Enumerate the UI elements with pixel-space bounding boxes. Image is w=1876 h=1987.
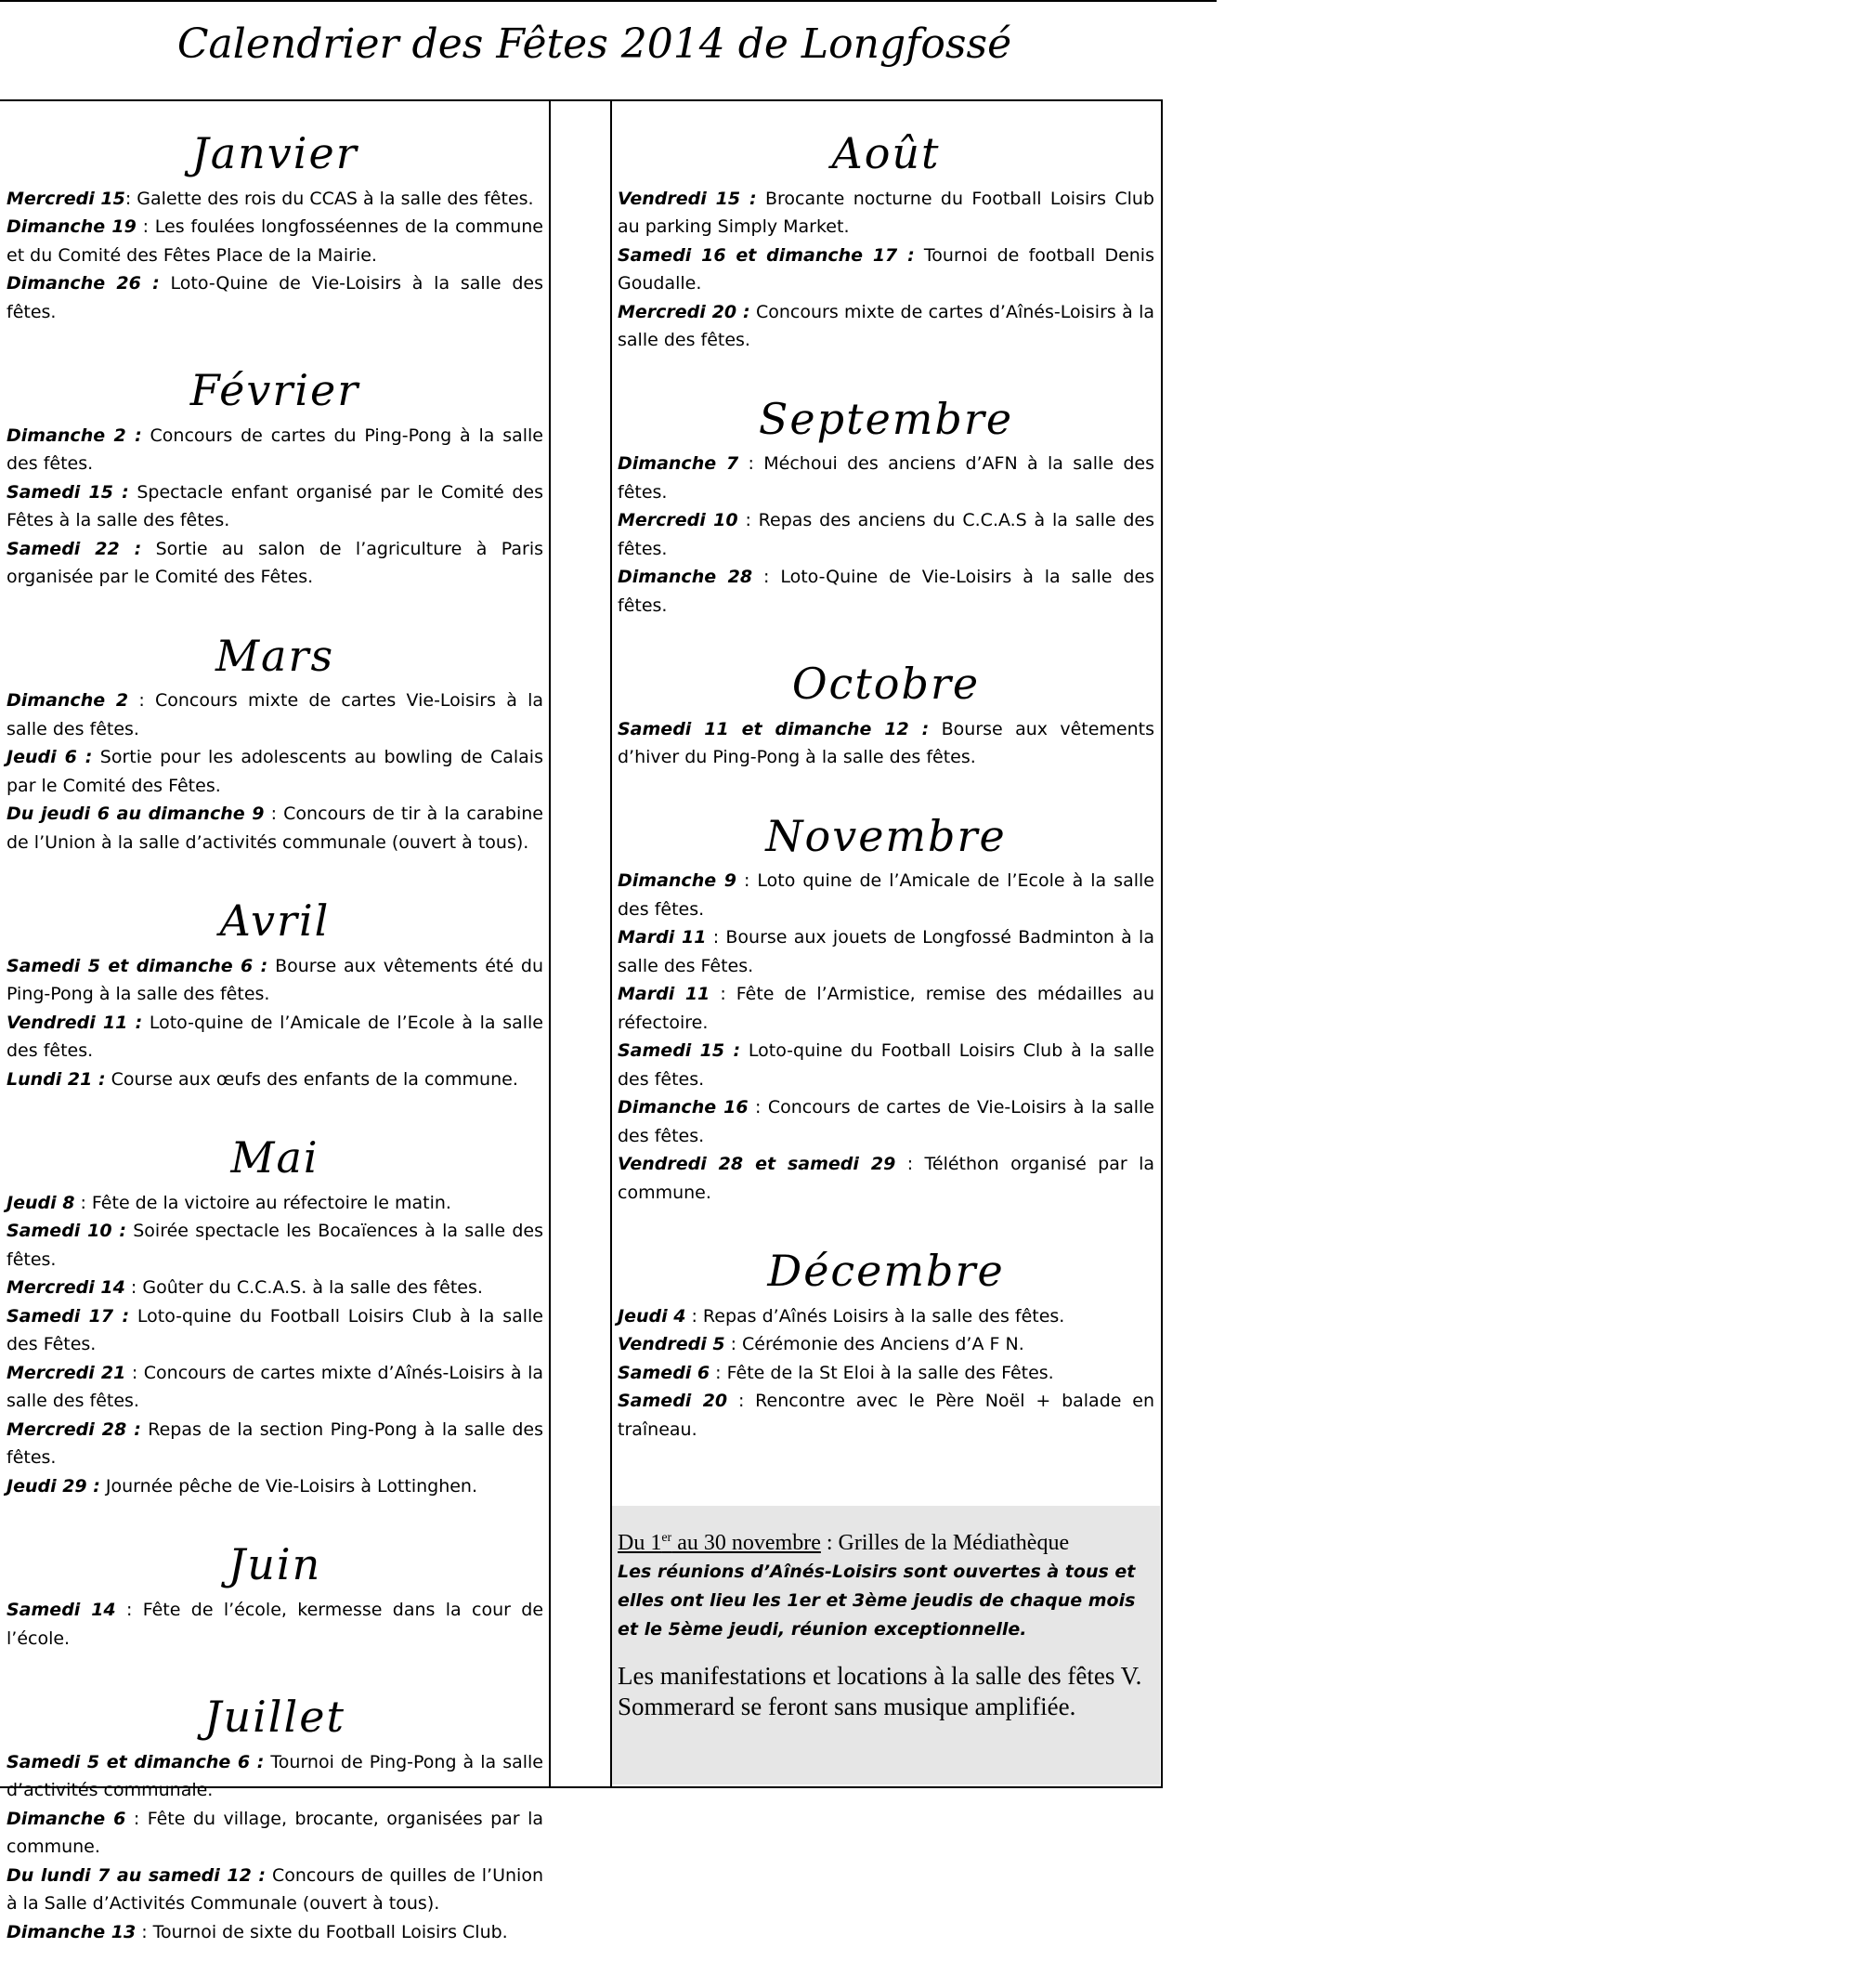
event-description: Soirée spectacle les Bocaïences à la salle des fêtes. — [7, 1221, 543, 1270]
event-entry — [618, 185, 1154, 242]
page-title: Calendrier des Fêtes 2014 de Longfossé — [176, 20, 1012, 68]
month-heading: Janvier — [191, 128, 358, 178]
event-entry — [7, 422, 543, 478]
event-date: Dimanche 28 — [618, 567, 753, 588]
month-heading: Août — [831, 128, 941, 178]
event-entry — [7, 1065, 543, 1094]
event-date: Mercredi 15 — [7, 188, 125, 209]
month-block — [7, 897, 543, 1093]
event-date: Dimanche 19 — [7, 216, 137, 238]
month-block — [7, 367, 543, 592]
event-entry — [618, 450, 1154, 506]
event-description: Concours de cartes du Ping-Pong à la salle des fêtes. — [7, 425, 543, 475]
event-entry — [618, 1037, 1154, 1093]
event-date: Dimanche 13 — [7, 1921, 137, 1942]
event-description: : Cérémonie des Anciens d’A F N. — [724, 1334, 1024, 1355]
event-entry — [7, 686, 543, 743]
event-date: Samedi 11 et dimanche 12 : — [618, 718, 930, 739]
right-column — [618, 130, 1154, 1484]
event-description: : Rencontre avec le Père Noël + balade en traîneau. — [618, 1391, 1154, 1440]
event-description: : Bourse aux jouets de Longfossé Badminton à la salle des Fêtes. — [618, 927, 1154, 976]
event-entry — [618, 298, 1154, 355]
event-date: Samedi 5 et dimanche 6 : — [7, 1751, 265, 1772]
event-entry — [618, 715, 1154, 772]
event-description: Spectacle enfant organisé par le Comité des Fêtes à la salle des fêtes. — [7, 481, 543, 531]
month-block — [618, 810, 1154, 1208]
month-block — [618, 660, 1154, 772]
event-description: Journée pêche de Vie-Loisirs à Lottinghen. — [99, 1475, 478, 1497]
event-date: Vendredi 28 et samedi 29 — [618, 1154, 896, 1175]
event-description: : Concours de cartes mixte d’Aînés-Loisirs à la salle des fêtes. — [7, 1362, 543, 1412]
event-description: : Repas d’Aînés Loisirs à la salle des fêtes. — [685, 1305, 1065, 1327]
event-entry — [7, 478, 543, 535]
event-description: : Les foulées longfosséennes de la commune et du Comité des Fêtes Place de la Mairie. — [7, 216, 543, 266]
event-date: Samedi 6 — [618, 1362, 710, 1383]
event-description: : Fête du village, brocante, organisées par la commune. — [7, 1808, 543, 1858]
event-entry — [618, 980, 1154, 1037]
event-description: Bourse aux vêtements d’hiver du Ping-Pong à la salle des fêtes. — [618, 718, 1154, 768]
event-date: Mercredi 14 — [7, 1277, 125, 1299]
month-heading: Juin — [228, 1539, 322, 1590]
event-entry — [618, 1150, 1154, 1207]
event-date: Mercredi 10 — [618, 510, 738, 531]
month-heading: Juillet — [204, 1692, 345, 1743]
event-entry — [618, 923, 1154, 980]
event-date: Du jeudi 6 au dimanche 9 — [7, 804, 265, 825]
event-entry — [618, 1330, 1154, 1359]
event-entry — [618, 867, 1154, 923]
event-date: Mardi 11 — [618, 984, 710, 1005]
event-description: Tournoi de Ping-Pong à la salle d’activités communale. — [7, 1751, 543, 1801]
notice-salle-des-fetes: Les manifestations et locations à la salle des fêtes V. Sommerard se feront sans musique amplifiée. — [618, 1662, 1142, 1720]
event-entry — [7, 1302, 543, 1359]
column-divider — [549, 99, 551, 1786]
event-description: : Méchoui des anciens d’AFN à la salle des fêtes. — [618, 453, 1154, 503]
event-description: : Téléthon organisé par la commune. — [618, 1154, 1154, 1203]
month-heading: Décembre — [767, 1246, 1005, 1297]
event-date: Vendredi 5 — [618, 1334, 725, 1355]
month-heading: Mars — [215, 630, 335, 681]
event-entry — [7, 269, 543, 326]
event-date: Jeudi 8 — [7, 1192, 75, 1213]
event-description: Loto-Quine de Vie-Loisirs à la salle des fêtes. — [7, 273, 544, 322]
event-description: Course aux œufs des enfants de la commune. — [105, 1068, 518, 1090]
notice-mediatheque: Du 1er au 30 novembre : Grilles de la Médiathèque — [618, 1531, 1070, 1555]
event-entry — [7, 952, 543, 1009]
event-date: Jeudi 6 : — [7, 747, 93, 768]
month-block — [7, 1134, 543, 1500]
event-description: : Fête de l’école, kermesse dans la cour de l’école. — [7, 1600, 544, 1649]
event-description: : Concours mixte de cartes Vie-Loisirs à la salle des fêtes. — [7, 690, 543, 739]
event-description: Concours mixte de cartes d’Aînés-Loisirs à la salle des fêtes. — [618, 301, 1154, 351]
event-date: Mercredi 21 — [7, 1362, 126, 1383]
event-description: Repas de la section Ping-Pong à la salle des fêtes. — [7, 1418, 543, 1469]
event-description: : Galette des rois du CCAS à la salle des fêtes. — [124, 188, 534, 209]
event-entry — [618, 1302, 1154, 1331]
event-description: Brocante nocturne du Football Loisirs Club au parking Simply Market. — [618, 188, 1154, 238]
event-entry — [7, 1805, 543, 1862]
month-block — [7, 1541, 543, 1653]
event-entry — [618, 506, 1154, 563]
event-entry — [7, 213, 543, 269]
event-description: Loto-quine de l’Amicale de l’Ecole à la salle des fêtes. — [7, 1012, 543, 1062]
event-description: Sortie pour les adolescents au bowling de Calais par le Comité des Fêtes. — [7, 747, 543, 796]
event-description: Sortie au salon de l’agriculture à Paris organisée par le Comité des Fêtes. — [7, 538, 543, 588]
event-entry — [7, 1596, 543, 1653]
month-heading: Avril — [219, 895, 331, 947]
event-date: Jeudi 29 : — [7, 1475, 100, 1497]
event-entry — [7, 1189, 543, 1218]
event-description: : Concours de tir à la carabine de l’Union à la salle d’activités communale (ouvert à tous). — [7, 804, 543, 853]
event-entry — [7, 800, 543, 856]
event-date: Jeudi 4 — [618, 1305, 686, 1327]
event-date: Samedi 5 et dimanche 6 : — [7, 955, 268, 976]
event-entry — [618, 563, 1154, 620]
event-date: Dimanche 9 — [618, 870, 736, 892]
event-date: Vendredi 11 : — [7, 1012, 143, 1033]
event-description: : Loto-Quine de Vie-Loisirs à la salle des fêtes. — [618, 567, 1154, 616]
event-entry — [7, 1009, 543, 1065]
notice-box — [612, 1506, 1160, 1784]
month-block — [618, 130, 1154, 355]
event-entry — [7, 1416, 543, 1472]
event-description: Tournoi de football Denis Goudalle. — [618, 244, 1154, 294]
event-description: : Fête de la St Eloi à la salle des Fêtes. — [710, 1362, 1054, 1383]
event-date: Lundi 21 : — [7, 1068, 106, 1090]
notice-date-range: Du 1er au 30 novembre — [618, 1531, 821, 1555]
event-entry — [7, 1748, 543, 1805]
event-entry — [7, 743, 543, 800]
event-entry — [7, 185, 543, 214]
event-date: Samedi 20 — [618, 1391, 728, 1412]
event-description: : Concours de cartes de Vie-Loisirs à la salle des fêtes. — [618, 1097, 1154, 1146]
event-entry — [7, 1472, 543, 1501]
event-date: Samedi 15 : — [7, 481, 129, 503]
event-description: : Goûter du C.C.A.S. à la salle des fêtes. — [124, 1277, 483, 1299]
left-column — [7, 130, 543, 1987]
event-date: Samedi 17 : — [7, 1305, 130, 1327]
month-heading: Novembre — [765, 810, 1007, 861]
event-description: Concours de quilles de l’Union à la Salle d’Activités Communale (ouvert à tous). — [7, 1864, 543, 1915]
event-description: : Tournoi de sixte du Football Loisirs Club. — [136, 1921, 508, 1942]
month-heading: Mai — [230, 1132, 319, 1183]
event-date: Mercredi 20 : — [618, 301, 750, 322]
event-date: Dimanche 2 — [7, 690, 129, 712]
event-date: Mardi 11 — [618, 927, 707, 948]
event-entry — [7, 535, 543, 592]
event-description: : Fête de la victoire au réfectoire le matin. — [74, 1192, 451, 1213]
event-entry — [7, 1217, 543, 1274]
event-date: Samedi 10 : — [7, 1221, 126, 1242]
event-date: Samedi 16 et dimanche 17 : — [618, 244, 915, 266]
month-block — [7, 130, 543, 326]
event-entry — [618, 1359, 1154, 1388]
month-heading: Octobre — [791, 659, 981, 710]
event-description: Loto-quine du Football Loisirs Club à la salle des Fêtes. — [7, 1305, 543, 1355]
event-date: Dimanche 16 — [618, 1097, 749, 1118]
event-description: Loto-quine du Football Loisirs Club à la salle des fêtes. — [618, 1040, 1154, 1090]
event-description: : Loto quine de l’Amicale de l’Ecole à la salle des fêtes. — [618, 870, 1154, 920]
event-date: Dimanche 7 — [618, 453, 739, 475]
month-block — [7, 1693, 543, 1946]
event-entry — [618, 1093, 1154, 1150]
event-entry — [618, 1387, 1154, 1444]
event-date: Mercredi 28 : — [7, 1418, 141, 1440]
month-heading: Septembre — [758, 393, 1014, 444]
month-block — [7, 630, 543, 857]
month-heading: Février — [189, 365, 360, 416]
event-entry — [618, 242, 1154, 298]
month-block — [618, 393, 1155, 621]
event-entry — [7, 1862, 543, 1918]
event-entry — [7, 1918, 543, 1947]
event-date: Dimanche 26 : — [7, 273, 160, 294]
event-date: Du lundi 7 au samedi 12 : — [7, 1864, 266, 1886]
notice-aines-loisirs: Les réunions d’Aînés-Loisirs sont ouvertes à tous et elles ont lieu les 1er et 3ème jeudis de chaque mois et le 5ème jeudi, réunion exceptionnelle. — [618, 1562, 1136, 1640]
event-date: Vendredi 15 : — [618, 188, 757, 209]
event-date: Samedi 15 : — [618, 1040, 741, 1062]
event-description: Bourse aux vêtements été du Ping-Pong à la salle des fêtes. — [7, 955, 543, 1005]
month-block — [618, 1248, 1154, 1444]
top-rule — [0, 0, 1217, 2]
event-entry — [7, 1359, 543, 1416]
event-description: : Fête de l’Armistice, remise des médailles au réfectoire. — [618, 984, 1154, 1033]
event-date: Samedi 14 — [7, 1600, 116, 1621]
event-date: Samedi 22 : — [7, 538, 142, 559]
event-date: Dimanche 2 : — [7, 425, 142, 446]
event-entry — [7, 1274, 543, 1302]
event-date: Dimanche 6 — [7, 1808, 126, 1829]
event-description: : Repas des anciens du C.C.A.S à la salle des fêtes. — [618, 510, 1155, 559]
